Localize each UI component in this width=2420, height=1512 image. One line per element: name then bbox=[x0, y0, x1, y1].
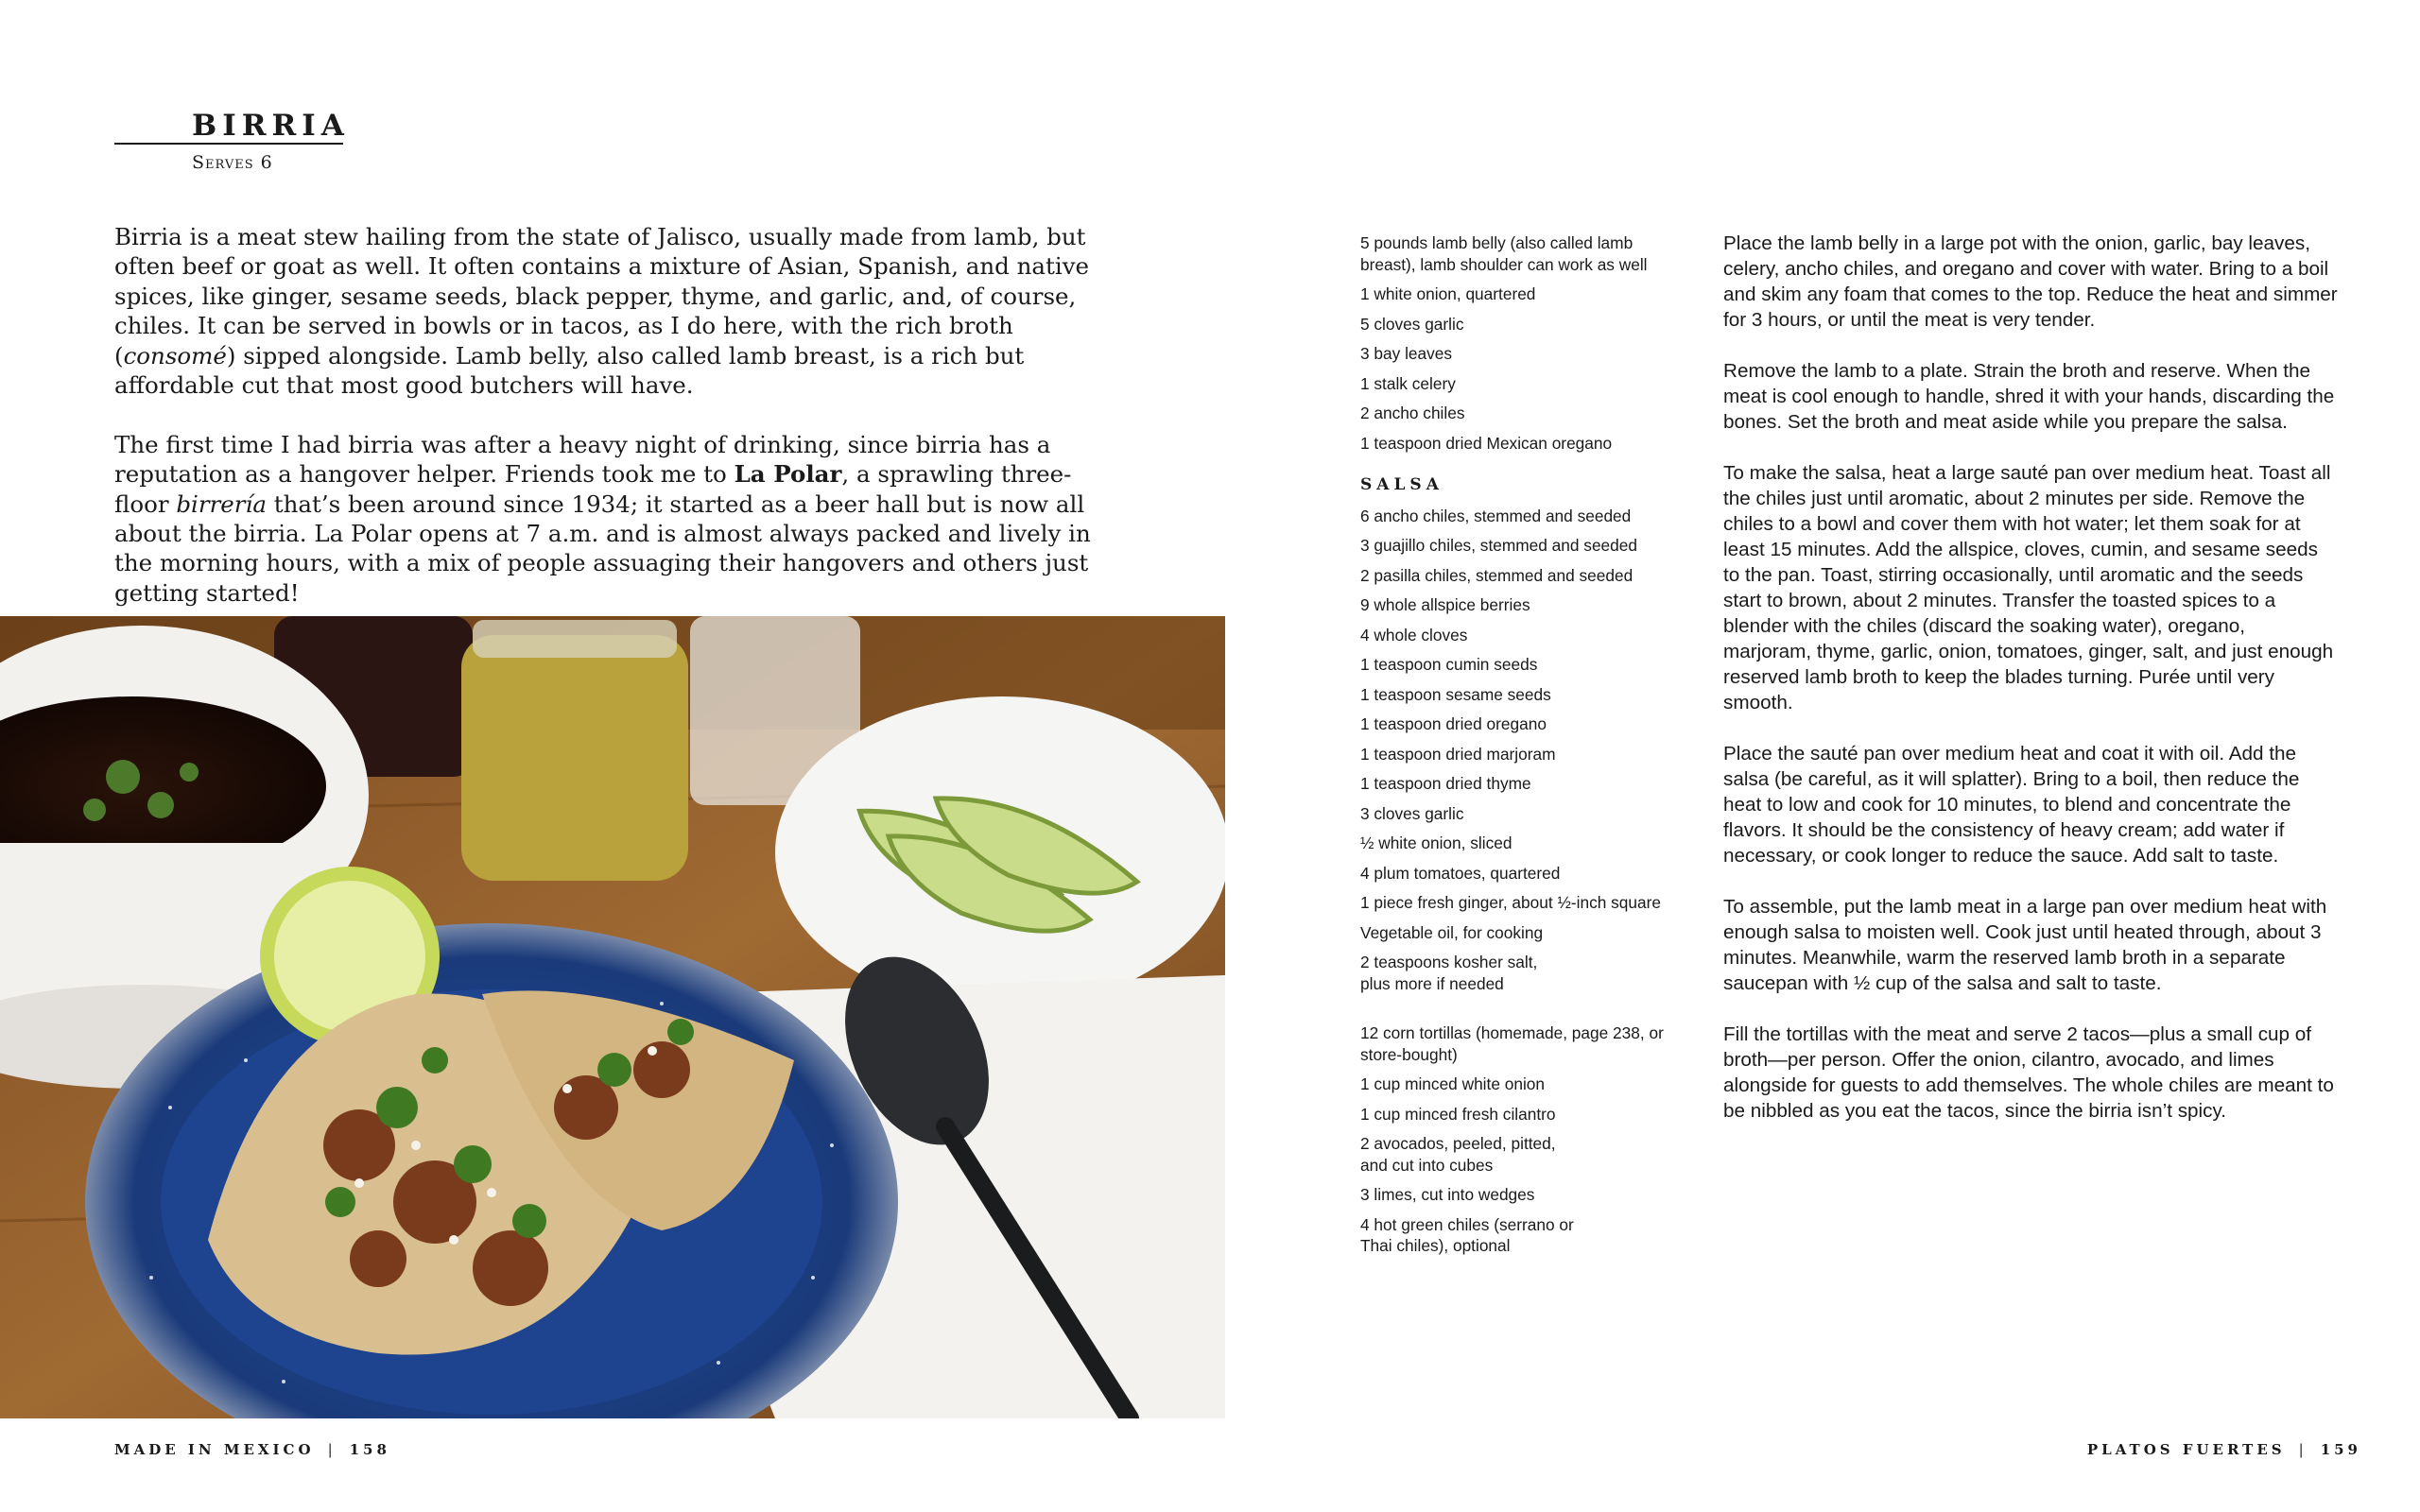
ingredient-item: 3 cloves garlic bbox=[1360, 803, 1464, 823]
intro-text bbox=[114, 222, 1112, 638]
ingredients-list bbox=[1360, 232, 1691, 1265]
ingredients-serving bbox=[1360, 1022, 1691, 1257]
folio-separator: | bbox=[327, 1441, 337, 1458]
ingredient-item: 3 bay leaves bbox=[1360, 344, 1453, 363]
method-step: Place the lamb belly in a large pot with the onion, garlic, bay leaves, celery, ancho chiles, and oregano and cover with water. Bring to a boil and skim any foam that comes to the top. Reduce the heat and simmer for 3 hours, or until the meat is very tender. bbox=[1723, 232, 2338, 331]
ingredient-item: 2 ancho chiles bbox=[1360, 404, 1465, 422]
intro-paragraph bbox=[114, 222, 1112, 400]
intro-p2-mid: , a sprawling three-floor bbox=[114, 460, 1072, 518]
folio-separator: | bbox=[2298, 1441, 2308, 1458]
ingredients-salsa bbox=[1360, 506, 1691, 995]
book-title: MADE IN MEXICO bbox=[114, 1441, 315, 1458]
ingredient-item: 5 cloves garlic bbox=[1360, 314, 1464, 334]
ingredient-item: 1 teaspoon dried thyme bbox=[1360, 774, 1531, 793]
intro-p2-text: The first time I had birria was after a heavy night of drinking, since birria has a reputation as a hangover helper. Friends took me to bbox=[114, 430, 1051, 489]
page-number-left: 158 bbox=[349, 1441, 390, 1458]
ingredients-gap bbox=[1360, 1003, 1691, 1022]
ingredient-item: 1 teaspoon cumin seeds bbox=[1360, 655, 1538, 674]
ingredient-item: 3 limes, cut into wedges bbox=[1360, 1185, 1535, 1204]
ingredient-item: 1 teaspoon dried marjoram bbox=[1360, 744, 1556, 764]
intro-paragraph bbox=[114, 430, 1112, 608]
intro-p2-bold: La Polar bbox=[734, 460, 842, 489]
serves-label: Serves 6 bbox=[192, 152, 273, 173]
ingredient-item: 1 cup minced fresh cilantro bbox=[1360, 1104, 1556, 1124]
ingredient-item: 2 teaspoons kosher salt, plus more if needed bbox=[1360, 953, 1538, 993]
ingredient-item: 4 plum tomatoes, quartered bbox=[1360, 863, 1561, 883]
ingredient-item: 12 corn tortillas (homemade, page 238, or store-bought) bbox=[1360, 1023, 1664, 1064]
method-step: To assemble, put the lamb meat in a large pan over medium heat with enough salsa to moisten well. Cook just until heated through, about 3 minutes. Meanwhile, warm the reserved lamb broth in a separate saucepan with ½ cup of the salsa and salt to taste. bbox=[1723, 896, 2327, 994]
method-step: Place the sauté pan over medium heat and coat it with oil. Add the salsa (be careful, as it will splatter). Bring to a boil, then reduce the heat to low and cook for 10 minutes, to blend and concentrate the flavors. It should be the consistency of heavy cream; add water if necessary, or cook longer to reduce the sauce. Add salt to taste. bbox=[1723, 743, 2300, 867]
ingredient-item: 1 teaspoon dried oregano bbox=[1360, 714, 1547, 733]
ingredient-item: 1 white onion, quartered bbox=[1360, 284, 1536, 303]
recipe-title: BIRRIA bbox=[192, 109, 350, 143]
ingredient-item: 2 avocados, peeled, pitted, and cut into cubes bbox=[1360, 1134, 1556, 1175]
intro-p1-text: Birria is a meat stew hailing from the state of Jalisco, usually made from lamb, but often beef or goat as well. It often contains a mixture of Asian, Spanish, and native spices, like ginger, sesame seeds, black pepper, thyme, and garlic, and, of course, chiles. It can be served in bowls or in tacos, as I do here, with the rich broth ( bbox=[114, 223, 1090, 369]
ingredient-item: 3 guajillo chiles, stemmed and seeded bbox=[1360, 536, 1637, 555]
ingredient-item: 6 ancho chiles, stemmed and seeded bbox=[1360, 506, 1632, 525]
ingredient-item: 5 pounds lamb belly (also called lamb breast), lamb shoulder can work as well bbox=[1360, 233, 1648, 274]
intro-p1-italic: consomé bbox=[123, 341, 227, 369]
folio-right bbox=[2087, 1441, 2361, 1458]
ingredient-item: 1 stalk celery bbox=[1360, 373, 1456, 393]
ingredients-meat bbox=[1360, 232, 1691, 454]
ingredient-item: ½ white onion, sliced bbox=[1360, 833, 1512, 852]
ingredient-item: 4 whole cloves bbox=[1360, 625, 1468, 644]
method-step: Fill the tortillas with the meat and serve 2 tacos—plus a small cup of broth—per person. Offer the onion, cilantro, avocado, and limes alongside for guests to add themselves. The whole chiles are meant to be nibbled as you eat the tacos, since the birria isn’t spicy. bbox=[1723, 1023, 2334, 1122]
ingredient-item: Vegetable oil, for cooking bbox=[1360, 922, 1544, 942]
ingredient-item: 1 piece fresh ginger, about ½-inch square bbox=[1360, 893, 1661, 912]
ingredient-item: 1 teaspoon sesame seeds bbox=[1360, 684, 1551, 704]
intro-p2-italic: birrería bbox=[176, 490, 267, 518]
intro-p2-end: that’s been around since 1934; it started as a beer hall but is now all about the birria. La Polar opens at 7 a.m. and is almost always packed and lively in the morning hours, with a mix of people assuaging their hangovers and others just getting started! bbox=[114, 490, 1091, 607]
salsa-heading: SALSA bbox=[1360, 475, 1443, 494]
food-photo bbox=[0, 616, 1225, 1418]
method-step: To make the salsa, heat a large sauté pan over medium heat. Toast all the chiles just until aromatic, about 2 minutes per side. Remove the chiles to a bowl and cover them with hot water; let them soak for at least 15 minutes. Add the allspice, cloves, cumin, and sesame seeds to the pan. Toast, stirring occasionally, until aromatic and the seeds start to brown, about 2 minutes. Transfer the toasted spices to a blender with the chiles (discard the soaking water), oregano, marjoram, thyme, garlic, onion, tomatoes, ginger, salt, and just enough reserved lamb broth to keep the blades turning. Purée until very smooth. bbox=[1723, 462, 2334, 713]
section-title: PLATOS FUERTES bbox=[2086, 1441, 2286, 1458]
ingredient-item: 9 whole allspice berries bbox=[1360, 595, 1530, 614]
method-step: Remove the lamb to a plate. Strain the broth and reserve. When the meat is cool enough to handle, shred it with your hands, discarding the bones. Set the broth and meat aside while you prepare the salsa. bbox=[1723, 360, 2335, 433]
ingredient-item: 1 teaspoon dried Mexican oregano bbox=[1360, 433, 1613, 453]
title-rule bbox=[114, 143, 343, 145]
page-number-right: 159 bbox=[2320, 1441, 2361, 1458]
folio-left bbox=[114, 1441, 390, 1458]
ingredient-item: 4 hot green chiles (serrano or Thai chiles), optional bbox=[1360, 1214, 1574, 1255]
ingredient-item: 1 cup minced white onion bbox=[1360, 1074, 1546, 1093]
method-text bbox=[1723, 231, 2338, 1149]
intro-p1-end: ) sipped alongside. Lamb belly, also called lamb breast, is a rich but affordable cut that most good butchers will have. bbox=[114, 341, 1025, 400]
ingredient-item: 2 pasilla chiles, stemmed and seeded bbox=[1360, 565, 1634, 585]
